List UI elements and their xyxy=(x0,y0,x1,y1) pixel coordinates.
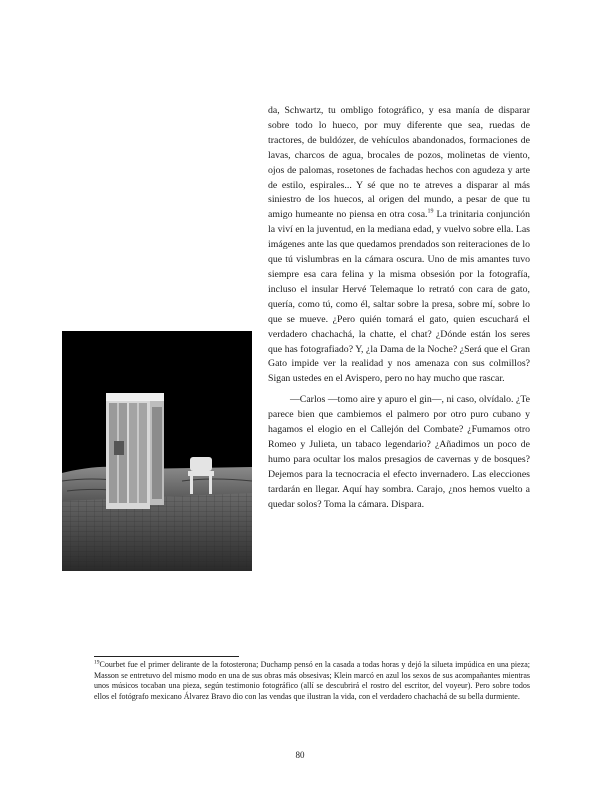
main-text xyxy=(268,104,530,512)
footnote-text: Courbet fue el primer delirante de la fotosterona; Duchamp pensó en la casada a todas horas y dejó la silueta impúdica en una pieza; Masson se entretuvo del mismo modo en una de sus obras más obsesivas; Klein marcó en azul los sexos de sus acompañantes mientras unos músicos tocaban una pieza, según testimonio fotográfico (allí se descubrirá el rostro del escritor, del voyeur). Pero sobre todos ellos el fotógrafo mexicano Álvarez Bravo dio con las vendas que ilustran la vida, con el verdadero chachachá de su bella durmiente. xyxy=(94,660,530,701)
paragraph-1 xyxy=(268,104,530,387)
footnote-reference[interactable]: 19 xyxy=(427,209,434,216)
footnote-number: 19 xyxy=(94,659,100,666)
paragraph-2: —Carlos —tomo aire y apuro el gin—, ni caso, olvídalo. ¿Te parece bien que cambiemos el palmero por otro puro cubano y hagamos el elogio en el Callejón del Combate? ¿Fumamos otro Romeo y Julieta, un tabaco legendario? ¿Añadimos un poco de humo para ocultar los malos presagios de cavernas y de bosques? Dejemos para la tecnocracia el efecto invernadero. Las elecciones tardarán en llegar. Aquí hay sombra. Carajo, ¿nos hemos vuelto a quedar solos? Toma la cámara. Dispara. xyxy=(268,394,530,510)
phone-booth xyxy=(106,393,164,509)
footnote-divider xyxy=(94,656,239,657)
paragraph-1b: La trinitaria conjunción la viví en la juventud, en la mediana edad, y vuelvo sobre ella. Las imágenes ante las que quedamos prendados son reiteraciones de lo que tú vislumbras en la cámara oscura. Uno de mis amantes tuvo siempre esa cara felina y la misma obsesión por la fotografía, incluso el insular Hervé Telemaque lo retrató con cara de gato, quería, como tú, como él, saltar sobre la presa, sobre mí, sobre lo que se mueve. ¿Pero quién tomará el gato, quien escuchará el verdadero chachachá, la chatte, el chat? ¿Dónde están los seres que has fotografiado? Y, ¿la Dama de la Noche? ¿Será que el Gran Gato impide ver la realidad y nos amenaza con sus colmillos? Sigan ustedes en el Avispero, pero no hay mucho que rascar. xyxy=(268,209,530,385)
footnote xyxy=(94,660,530,702)
paragraph-1a: da, Schwartz, tu ombligo fotográfico, y esa manía de disparar sobre todo lo hueco, por muy diferente que sea, ruedas de tractores, de buldózer, de vehículos abandonados, formaciones de lavas, charcos de agua, brocales de pozos, molinetas de viento, ojos de palomas, rosetones de fachadas hechos con agudeza y arte de estilo, espirales... Y sé que no te atreves a disparar al más siniestro de los huecos, al origen del mundo, a pesar de que tu amigo humeante no piensa en otra cosa. xyxy=(268,105,530,221)
page-number: 80 xyxy=(295,750,305,760)
phone-booth-photo xyxy=(62,331,252,571)
